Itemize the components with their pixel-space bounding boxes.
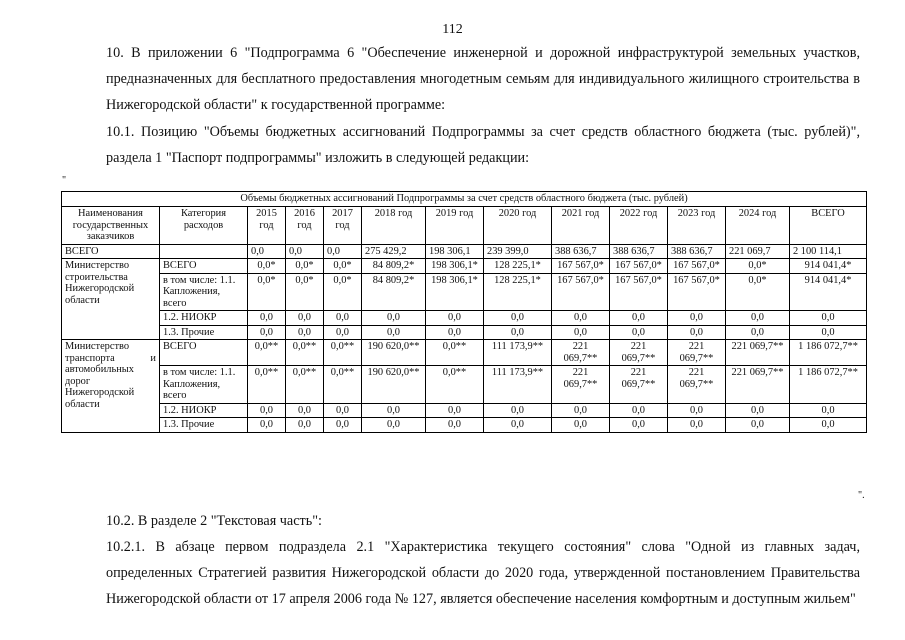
category-cell: 1.2. НИОКР [160, 311, 248, 326]
category-cell: 1.3. Прочие [160, 418, 248, 433]
table-cell: 0,0 [790, 403, 867, 418]
page-number: 112 [442, 22, 463, 37]
table-cell: 167 567,0* [552, 273, 610, 311]
paragraph-10-1-text: 10.1. Позицию "Объемы бюджетных ассигнований Подпрограммы за счет средств областного бюджета (тыс. рублей)", раздела 1 "Паспорт подпрограммы" изложить в следующей редакции: [106, 124, 860, 166]
table-cell: 167 567,0* [610, 259, 668, 274]
table-cell: 0,0* [286, 259, 324, 274]
table-cell: 0,0 [610, 403, 668, 418]
table-cell: 0,0 [790, 311, 867, 326]
table-cell: 0,0 [362, 403, 426, 418]
empty-cell [160, 244, 248, 259]
table-cell: 84 809,2* [362, 273, 426, 311]
table-cell: 0,0 [362, 418, 426, 433]
column-header: 2015 год [248, 207, 286, 245]
table-cell: 0,0 [668, 403, 726, 418]
table-cell: 0,0 [610, 325, 668, 340]
table-cell: 0,0 [324, 418, 362, 433]
table-cell: 0,0** [248, 366, 286, 404]
table-cell: 0,0** [286, 366, 324, 404]
table-cell: 0,0 [552, 418, 610, 433]
table-cell: 190 620,0** [362, 340, 426, 366]
table-cell: 221 069,7** [610, 366, 668, 404]
table-cell: 111 173,9** [484, 340, 552, 366]
table-cell: 0,0* [324, 259, 362, 274]
paragraph-10-1 [62, 119, 860, 171]
column-header: 2019 год [426, 207, 484, 245]
category-cell: в том числе: 1.1. Капложения, всего [160, 366, 248, 404]
table-cell: 0,0** [426, 366, 484, 404]
table-cell: 0,0 [726, 311, 790, 326]
table-cell: 0,0 [286, 325, 324, 340]
table-cell: 0,0** [286, 340, 324, 366]
table-cell: 914 041,4* [790, 273, 867, 311]
table-cell: 0,0* [248, 259, 286, 274]
category-cell: 1.3. Прочие [160, 325, 248, 340]
quote-open: " [62, 175, 67, 186]
table-caption-row [62, 192, 867, 207]
table-cell: 0,0* [726, 273, 790, 311]
table-cell: 0,0* [286, 273, 324, 311]
table-cell: 388 636,7 [668, 244, 726, 259]
table-cell: 0,0** [324, 340, 362, 366]
table-cell: 1 186 072,7** [790, 366, 867, 404]
table-cell: 1 186 072,7** [790, 340, 867, 366]
table-cell: 221 069,7** [726, 366, 790, 404]
quote-close: ". [858, 490, 865, 501]
paragraph-10-2-1 [62, 534, 860, 612]
category-cell: в том числе: 1.1. Капложения, всего [160, 273, 248, 311]
category-cell: ВСЕГО [160, 340, 248, 366]
table-cell: 0,0 [552, 325, 610, 340]
table-row [62, 311, 867, 326]
table-row [62, 418, 867, 433]
paragraph-10-2-1-text: 10.2.1. В абзаце первом подраздела 2.1 "Характеристика текущего состояния" слова "Одной из главных задач, определенных Стратегией развития Нижегородской области до 2020 года, утвержденной постановлением Правительства Нижегородской области от 17 апреля 2006 года № 127, является обеспечение населения комфортным и доступным жильем" [106, 539, 860, 607]
column-header: 2017 год [324, 207, 362, 245]
customer-name: Министерство строительства Нижегородской области [62, 259, 160, 340]
table-cell: 221 069,7** [552, 366, 610, 404]
table-cell: 0,0 [426, 418, 484, 433]
table-cell: 0,0** [248, 340, 286, 366]
table-cell: 0,0 [790, 418, 867, 433]
table-cell: 0,0 [552, 311, 610, 326]
table-cell: 190 620,0** [362, 366, 426, 404]
table-cell: 0,0 [324, 403, 362, 418]
table-caption: Объемы бюджетных ассигнований Подпрограммы за счет средств областного бюджета (тыс. рублей) [62, 192, 867, 207]
table-cell: 0,0 [324, 311, 362, 326]
table-cell: 0,0 [484, 418, 552, 433]
table-cell: 0,0 [426, 311, 484, 326]
table-cell: 0,0 [726, 325, 790, 340]
table-cell: 0,0 [248, 244, 286, 259]
column-header: Наименования государственных заказчиков [62, 207, 160, 245]
paragraph-10 [62, 40, 860, 118]
table-row [62, 366, 867, 404]
customer-name: Министерство транспорта и автомобильных дорог Нижегородской области [62, 340, 160, 433]
table-cell: 0,0 [610, 418, 668, 433]
table-cell: 198 306,1 [426, 244, 484, 259]
table-cell: 221 069,7** [610, 340, 668, 366]
table-cell: 167 567,0* [610, 273, 668, 311]
table-cell: 0,0 [426, 403, 484, 418]
table-cell: 221 069,7** [668, 366, 726, 404]
table-cell: 0,0 [248, 418, 286, 433]
paragraph-10-2 [62, 508, 860, 534]
table-cell: 221 069,7** [726, 340, 790, 366]
table-cell: 0,0 [286, 418, 324, 433]
table-cell: 221 069,7** [552, 340, 610, 366]
table-cell: 0,0 [484, 403, 552, 418]
column-header: 2016 год [286, 207, 324, 245]
column-header: 2021 год [552, 207, 610, 245]
table-header-row [62, 207, 867, 245]
table-cell: 2 100 114,1 [790, 244, 867, 259]
table-cell: 0,0 [726, 418, 790, 433]
table-cell: 0,0** [324, 366, 362, 404]
table-cell: 0,0 [668, 325, 726, 340]
table-cell: 0,0* [248, 273, 286, 311]
table-cell: 111 173,9** [484, 366, 552, 404]
table-cell: 0,0 [426, 325, 484, 340]
table-cell: 0,0 [668, 311, 726, 326]
table-cell: 388 636,7 [552, 244, 610, 259]
category-cell: ВСЕГО [160, 259, 248, 274]
table-row [62, 259, 867, 274]
row-label: ВСЕГО [62, 244, 160, 259]
table-cell: 0,0* [324, 273, 362, 311]
table-cell: 0,0 [610, 311, 668, 326]
table-row [62, 325, 867, 340]
table-cell: 239 399,0 [484, 244, 552, 259]
table-cell: 0,0 [362, 325, 426, 340]
table-row [62, 403, 867, 418]
table-cell: 221 069,7 [726, 244, 790, 259]
table-cell: 0,0 [484, 311, 552, 326]
table-cell: 0,0 [286, 403, 324, 418]
table-cell: 0,0 [324, 244, 362, 259]
table-cell: 0,0 [790, 325, 867, 340]
column-header: 2018 год [362, 207, 426, 245]
table-cell: 0,0 [552, 403, 610, 418]
table-cell: 198 306,1* [426, 259, 484, 274]
table-cell: 0,0 [484, 325, 552, 340]
paragraph-10-2-text: 10.2. В разделе 2 "Текстовая часть": [106, 513, 322, 529]
column-header: 2023 год [668, 207, 726, 245]
paragraph-10-text: 10. В приложении 6 "Подпрограмма 6 "Обеспечение инженерной и дорожной инфраструктурой земельных участков, предназначенных для бесплатного предоставления многодетным семьям для индивидуального жилищного строительства в Нижегородской области" к государственной программе: [106, 45, 860, 113]
table-row [62, 273, 867, 311]
column-header: 2020 год [484, 207, 552, 245]
table-cell: 0,0 [286, 244, 324, 259]
table-cell: 0,0 [668, 418, 726, 433]
table-cell: 128 225,1* [484, 273, 552, 311]
table-cell: 167 567,0* [668, 259, 726, 274]
column-header: 2022 год [610, 207, 668, 245]
table-cell: 128 225,1* [484, 259, 552, 274]
table-cell: 0,0 [726, 403, 790, 418]
column-header: 2024 год [726, 207, 790, 245]
table-row [62, 340, 867, 366]
table-cell: 221 069,7** [668, 340, 726, 366]
column-header: ВСЕГО [790, 207, 867, 245]
table-cell: 0,0 [248, 325, 286, 340]
table-cell: 0,0** [426, 340, 484, 366]
table-cell: 198 306,1* [426, 273, 484, 311]
category-cell: 1.2. НИОКР [160, 403, 248, 418]
table-cell: 0,0 [248, 403, 286, 418]
table-cell: 0,0 [248, 311, 286, 326]
table-cell: 388 636,7 [610, 244, 668, 259]
table-cell: 0,0 [286, 311, 324, 326]
table-cell: 167 567,0* [668, 273, 726, 311]
table-cell: 0,0* [726, 259, 790, 274]
table-cell: 914 041,4* [790, 259, 867, 274]
table-cell: 0,0 [324, 325, 362, 340]
table-cell: 275 429,2 [362, 244, 426, 259]
table-cell: 84 809,2* [362, 259, 426, 274]
table-cell: 0,0 [362, 311, 426, 326]
table-row-total [62, 244, 867, 259]
column-header: Категория расходов [160, 207, 248, 245]
table-cell: 167 567,0* [552, 259, 610, 274]
budget-table [61, 191, 867, 433]
